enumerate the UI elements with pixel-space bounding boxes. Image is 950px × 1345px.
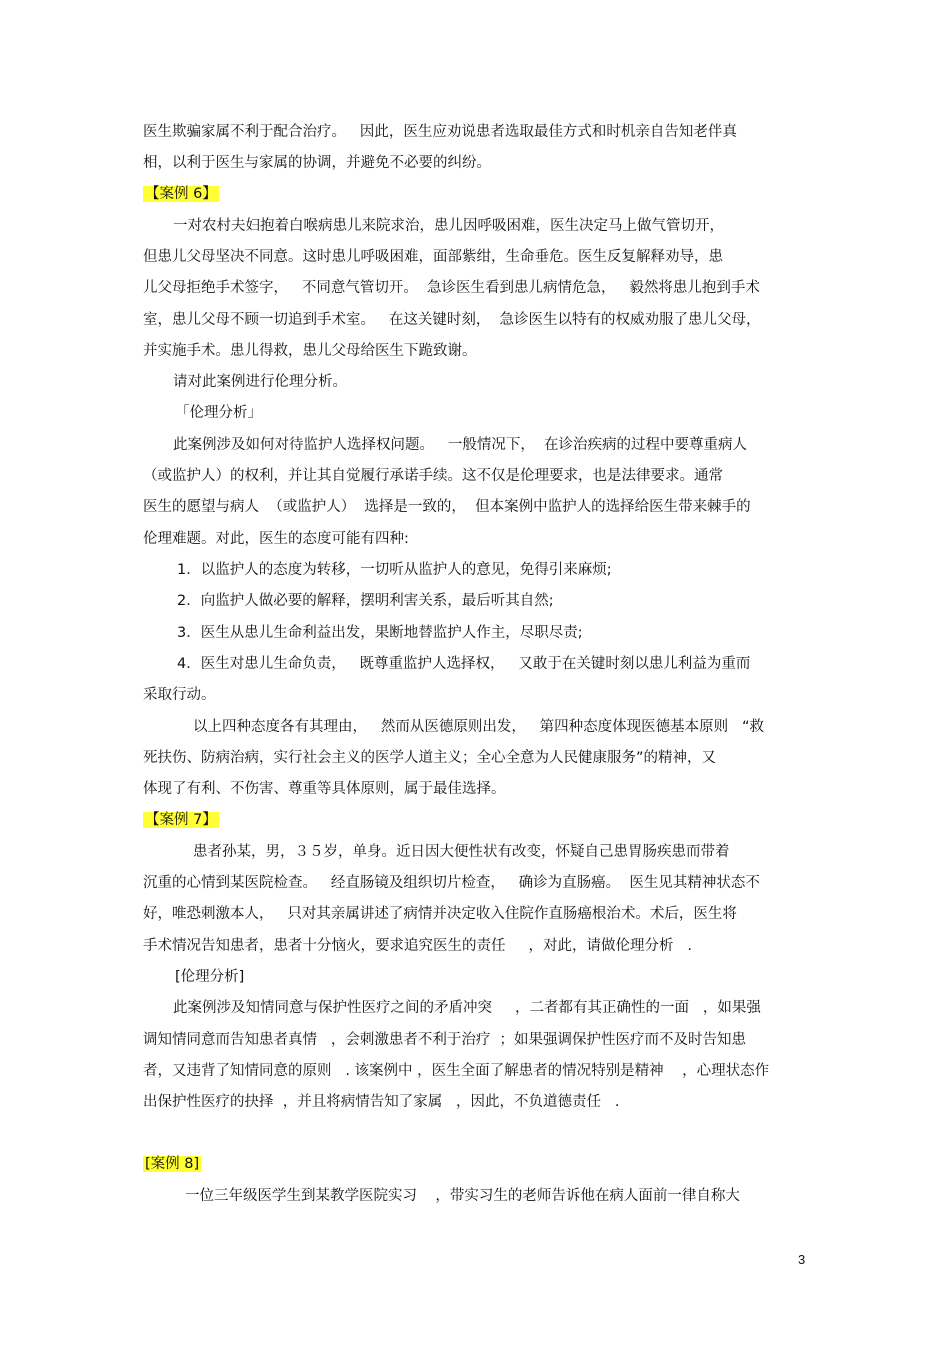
case-label: [案例 8] [145, 1156, 200, 1172]
text-line: 医生欺骗家属不利于配合治疗。 因此，医生应劝说患者选取最佳方式和时机亲自告知老伴真 [143, 124, 737, 140]
text-line: 医生的愿望与病人 （或监护人） 选择是一致的， 但本案例中监护人的选择给医生带来棘手的 [143, 499, 751, 515]
text-line: 沉重的心情到某医院检查。 经直肠镜及组织切片检查， 确诊为直肠癌。 医生见其精神状态不 [143, 875, 760, 891]
text-line: 伦理难题。对此，医生的态度可能有四种: [143, 531, 409, 547]
text-line: 好，唯恐刺激本人， 只对其亲属讲述了病情并决定收入住院作直肠癌根治术。术后，医生将 [143, 906, 737, 922]
text-line: 手术情况告知患者，患者十分恼火，要求追究医生的责任 ，对此，请做伦理分析 . [143, 938, 692, 954]
text-line: 但患儿父母坚决不同意。这时患儿呼吸困难，面部紫绀，生命垂危。医生反复解释劝导，患 [143, 249, 723, 265]
text-line: 室，患儿父母不顾一切追到手术室。 在这关键时刻， 急诊医生以特有的权威劝服了患儿父母， [143, 312, 761, 328]
case-heading [143, 1155, 201, 1173]
case-label: 【案例 6】 [145, 186, 217, 202]
case-heading [143, 185, 219, 203]
list-item: 1．以监护人的态度为转移，一切听从监护人的意见，免得引来麻烦; [177, 562, 612, 578]
text-line: 调知情同意而告知患者真情 ，会刺激患者不利于治疗 ；如果强调保护性医疗而不及时告知患 [143, 1032, 747, 1048]
text-line: （或监护人）的权利，并让其自觉履行承诺手续。这不仅是伦理要求，也是法律要求。通常 [143, 468, 723, 484]
text-line: 一位三年级医学生到某教学医院实习 ，带实习生的老师告诉他在病人面前一律自称大 [185, 1188, 740, 1204]
section-heading: 「伦理分析」 [175, 405, 262, 421]
text-line: 出保护性医疗的抉择 ，并且将病情告知了家属 ，因此，不负道德责任 . [143, 1094, 620, 1110]
text-line: 采取行动。 [143, 687, 216, 703]
case-label: 【案例 7】 [145, 812, 217, 828]
section-heading: [伦理分析] [175, 969, 245, 985]
page-number: 3 [798, 1252, 806, 1267]
text-line: 者，又违背了知情同意的原则 . 该案例中 ，医生全面了解患者的情况特别是精神 ，心理状态作 [143, 1063, 770, 1079]
text-line: 一对农村夫妇抱着白喉病患儿来院求治，患儿因呼吸困难，医生决定马上做气管切开， [173, 218, 724, 234]
text-line: 并实施手术。患儿得救，患儿父母给医生下跪致谢。 [143, 343, 477, 359]
text-line: 死扶伤、防病治病，实行社会主义的医学人道主义；全心全意为人民健康服务”的精神，又 [143, 750, 717, 766]
text-line: 此案例涉及知情同意与保护性医疗之间的矛盾冲突 ，二者都有其正确性的一面 ，如果强 [173, 1000, 761, 1016]
list-item: 4．医生对患儿生命负责， 既尊重监护人选择权， 又敢于在关键时刻以患儿利益为重而 [177, 656, 751, 672]
case-heading [143, 811, 219, 829]
text-line: 儿父母拒绝手术签字， 不同意气管切开。 急诊医生看到患儿病情危急， 毅然将患儿抱到手术 [143, 280, 760, 296]
text-line: 体现了有利、不伤害、尊重等具体原则，属于最佳选择。 [143, 781, 506, 797]
text-line: 相，以利于医生与家属的协调，并避免不必要的纠纷。 [143, 155, 491, 171]
text-line: 以上四种态度各有其理由， 然而从医德原则出发， 第四种态度体现医德基本原则 “救 [193, 719, 764, 735]
text-line: 此案例涉及如何对待监护人选择权问题。 一般情况下， 在诊治疾病的过程中要尊重病人 [173, 437, 748, 453]
list-item: 3．医生从患儿生命利益出发，果断地替监护人作主，尽职尽责; [177, 625, 583, 641]
text-line: 请对此案例进行伦理分析。 [173, 374, 347, 390]
list-item: 2．向监护人做必要的解释，摆明利害关系，最后听其自然; [177, 593, 554, 609]
text-line: 患者孙某，男，３５岁，单身。近日因大便性状有改变，怀疑自己患胃肠疾患而带着 [193, 844, 730, 860]
